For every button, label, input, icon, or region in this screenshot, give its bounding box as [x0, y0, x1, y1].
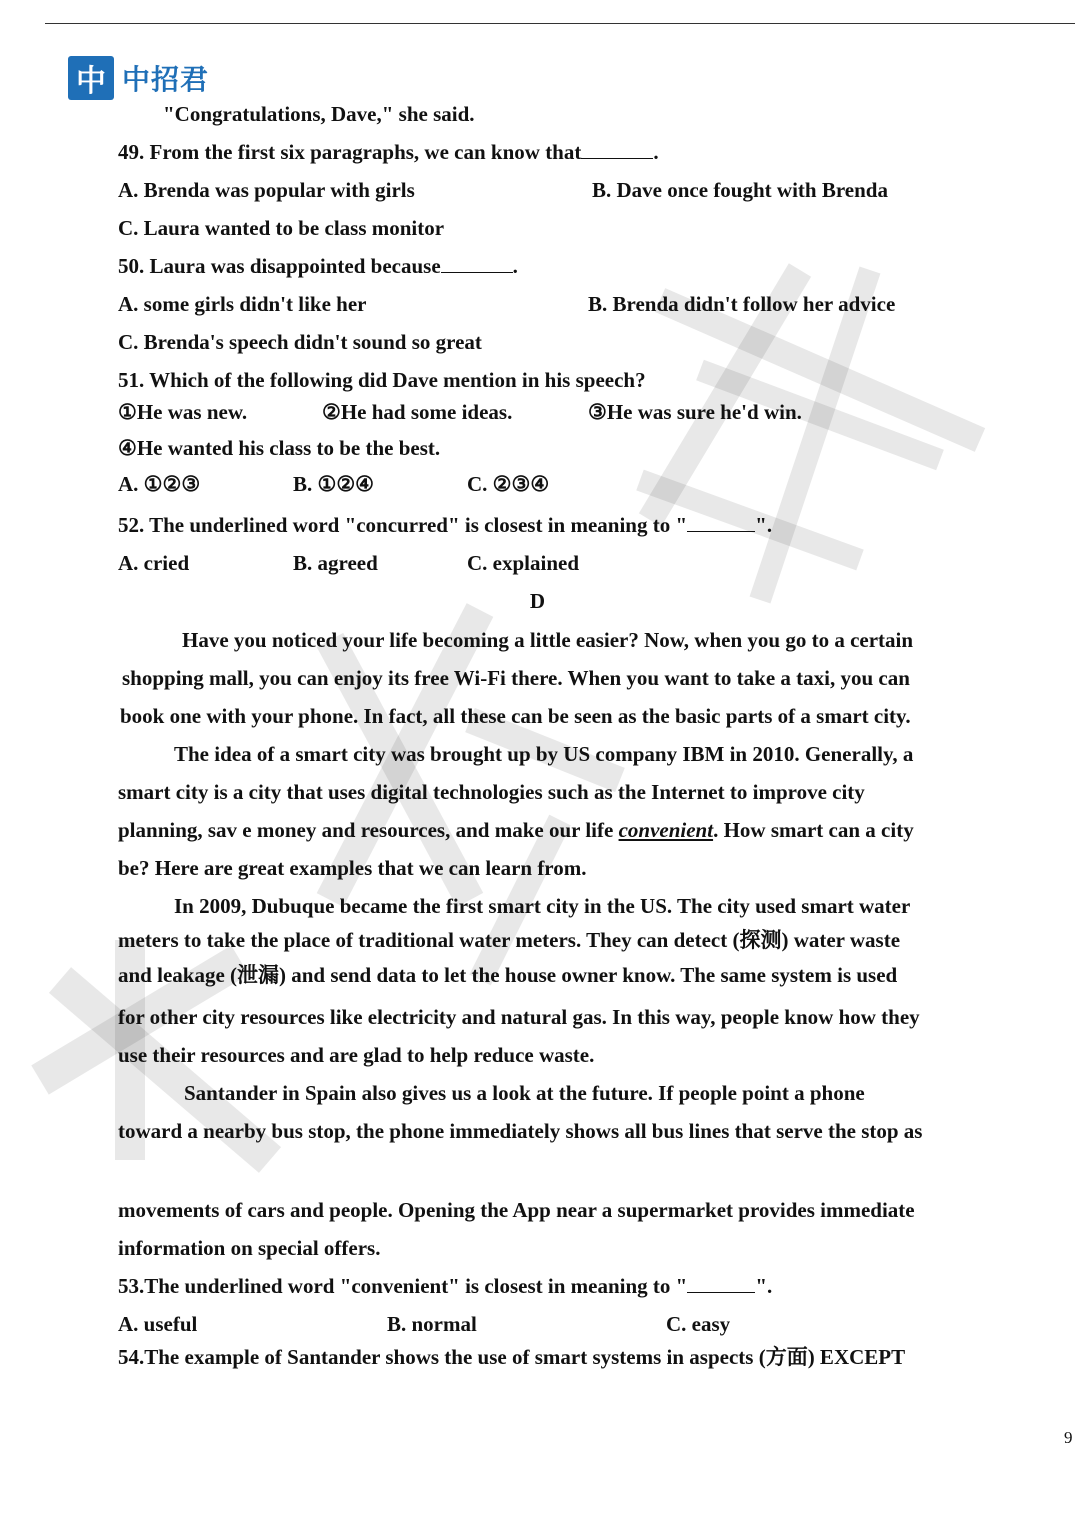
passage-line: In 2009, Dubuque became the first smart city in the US. The city used smart water [174, 894, 911, 918]
passage-line: smart city is a city that uses digital technologies such as the Internet to improve city [118, 780, 865, 804]
answer-blank [687, 1274, 755, 1293]
option-a: A. cried [118, 551, 190, 575]
option-c: C. explained [467, 551, 580, 575]
passage-line: toward a nearby bus stop, the phone immediately shows all bus lines that serve the stop as [118, 1119, 923, 1143]
option-a: A. ①②③ [118, 472, 201, 496]
passage-line: Santander in Spain also gives us a look at the future. If people point a phone [184, 1081, 865, 1105]
passage-line: information on special offers. [118, 1236, 381, 1260]
question-51: 51. Which of the following did Dave mention in his speech? [118, 368, 646, 392]
question-53: 53.The underlined word "convenient" is closest in meaning to " ". [118, 1274, 773, 1298]
logo-mark: 中 [68, 56, 114, 100]
passage-line: movements of cars and people. Opening the App near a supermarket provides immediate [118, 1198, 915, 1222]
statement-1: ①He was new. [118, 400, 248, 424]
option-a: A. Brenda was popular with girls [118, 178, 415, 202]
answer-blank [581, 140, 653, 159]
passage-line: and leakage (泄漏) and send data to let the house owner know. The same system is used [118, 963, 898, 987]
option-b: B. Brenda didn't follow her advice [588, 292, 896, 316]
option-b: B. ①②④ [293, 472, 374, 496]
option-c: C. Brenda's speech didn't sound so great [118, 330, 482, 354]
passage-line: Have you noticed your life becoming a little easier? Now, when you go to a certain [182, 628, 914, 652]
option-c: C. Laura wanted to be class monitor [118, 216, 445, 240]
question-54: 54.The example of Santander shows the use of smart systems in aspects (方面) EXCEPT [118, 1345, 906, 1369]
passage-line: meters to take the place of traditional water meters. They can detect (探测) water waste [118, 928, 901, 952]
logo-text: 中招君 [122, 63, 210, 96]
passage-line: for other city resources like electricity and natural gas. In this way, people know how they [118, 1005, 920, 1029]
question-49: 49. From the first six paragraphs, we can know that . [118, 140, 659, 164]
statement-2: ②He had some ideas. [322, 400, 513, 424]
question-50: 50. Laura was disappointed because . [118, 254, 518, 278]
statement-3: ③He was sure he'd win. [588, 400, 802, 424]
passage-line: book one with your phone. In fact, all these can be seen as the basic parts of a smart city. [120, 704, 911, 728]
brand-logo [68, 56, 209, 100]
underlined-word: convenient [618, 818, 714, 842]
statement-4: ④He wanted his class to be the best. [118, 436, 441, 460]
option-a: A. useful [118, 1312, 198, 1336]
section-heading: D [529, 589, 546, 613]
option-b: B. agreed [293, 551, 378, 575]
option-a: A. some girls didn't like her [118, 292, 367, 316]
header-rule [45, 23, 1075, 24]
option-b: B. normal [387, 1312, 477, 1336]
option-b: B. Dave once fought with Brenda [592, 178, 888, 202]
answer-blank [441, 254, 513, 273]
passage-line: be? Here are great examples that we can learn from. [118, 856, 587, 880]
answer-blank [687, 513, 755, 532]
passage-line: shopping mall, you can enjoy its free Wi-Fi there. When you want to take a taxi, you can [122, 666, 910, 690]
passage-line: The idea of a smart city was brought up by US company IBM in 2010. Generally, a [174, 742, 914, 766]
question-52: 52. The underlined word "concurred" is closest in meaning to " ". [118, 513, 773, 537]
option-c: C. ②③④ [467, 472, 550, 496]
passage-line: planning, sav e money and resources, and make our life convenient. How smart can a city [118, 818, 914, 842]
text-line: "Congratulations, Dave," she said. [163, 102, 475, 126]
option-c: C. easy [666, 1312, 731, 1336]
passage-line: use their resources and are glad to help reduce waste. [118, 1043, 595, 1067]
page-number: 9 [1064, 1428, 1073, 1447]
